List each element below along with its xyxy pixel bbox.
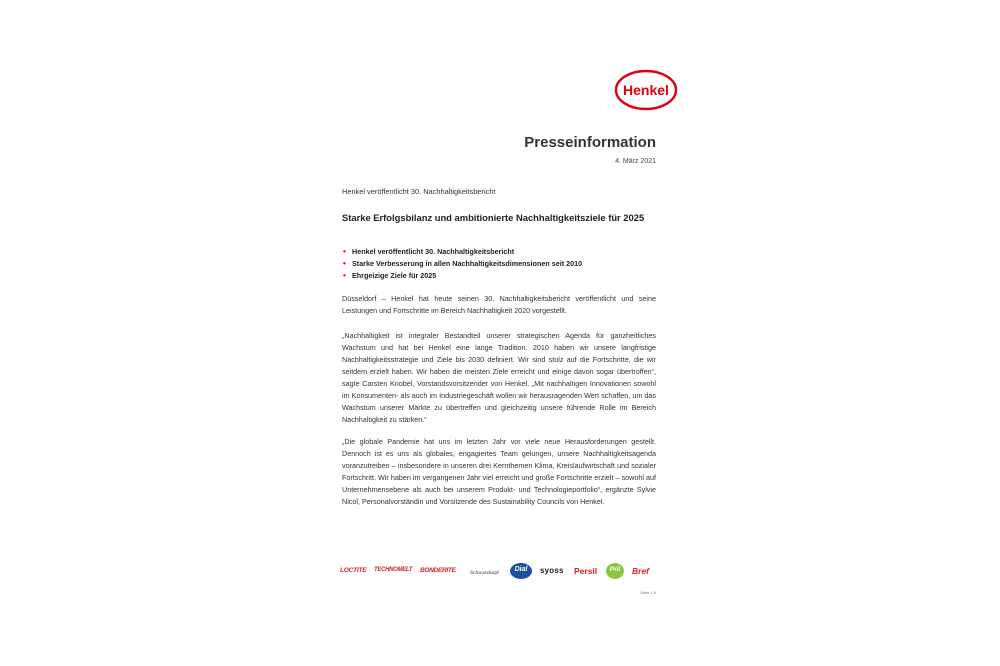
headline: Starke Erfolgsbilanz und ambitionierte Nachhaltigkeitsziele für 2025 xyxy=(342,212,645,223)
syoss-logo: syoss xyxy=(540,566,564,575)
henkel-logo xyxy=(614,68,678,112)
page-title: Presseinformation xyxy=(524,134,656,151)
persil-logo: Persil xyxy=(574,566,598,576)
schwarzkopf-logo: Schwarzkopf xyxy=(470,570,500,576)
key-point-text: Henkel veröffentlicht 30. Nachhaltigkeitsbericht xyxy=(352,247,515,256)
bref-logo: Bref xyxy=(632,566,650,576)
bullet-icon: • xyxy=(343,259,346,268)
body-paragraph: Düsseldorf – Henkel hat heute seinen 30. Nachhaltigkeitsbericht veröffentlicht und seine Leistungen und Fortschritte im Bereich Nachhaltigkeit 2020 vorgestellt. xyxy=(342,294,656,315)
bullet-icon: • xyxy=(343,271,346,280)
key-points-list xyxy=(342,246,582,282)
pril-logo-text: Pril xyxy=(609,566,621,573)
henkel-logo-text: Henkel xyxy=(623,82,669,98)
body-paragraph: „Nachhaltigkeit ist integraler Bestandteil unserer strategischen Agenda für ganzheitliches Wachstum und hat bei Henkel eine lange Tradition. 2010 haben wir unsere langfristige Nachhaltigkeitsstrategie und Ziele bis 2030 definiert. Wir sind stolz auf die Fortschritte, die wir seitdem erzielt haben. Wir haben die meisten Ziele erreicht und einige davon sogar übertroffen“, sagte Carsten Knobel, Vorstandsvorsitzender von Henkel. „Mit nachhaltigen Innovationen sowohl im Konsumenten- als auch im Industriegeschäft wollen wir herausragenden Wert schaffen, um das Wachstum unserer Märkte zu übertreffen und gleichzeitig unsere führende Rolle im Bereich Nachhaltigkeit zu stärken.“ xyxy=(342,331,656,424)
technomelt-logo: TECHNOMELT xyxy=(374,567,413,573)
release-date: 4. März 2021 xyxy=(615,158,656,165)
dial-logo xyxy=(510,563,532,579)
bonderite-logo: BONDERITE xyxy=(420,567,456,574)
page-number: Seite 1/4 xyxy=(640,590,656,595)
kicker: Henkel veröffentlicht 30. Nachhaltigkeitsbericht xyxy=(342,187,496,196)
key-point-text: Ehrgeizige Ziele für 2025 xyxy=(352,271,437,280)
key-point-text: Starke Verbesserung in allen Nachhaltigkeitsdimensionen seit 2010 xyxy=(352,259,583,268)
bullet-icon: • xyxy=(343,247,346,256)
key-point xyxy=(342,246,582,258)
key-point xyxy=(342,270,582,282)
loctite-logo: LOCTITE xyxy=(340,567,367,574)
body-paragraph: „Die globale Pandemie hat uns im letzten Jahr vor viele neue Herausforderungen gestellt. Dennoch ist es uns als globales, engagiertes Team gelungen, unsere Nachhaltigkeitsagenda voranzutreiben – insbesondere in unseren drei Kernthemen Klima, Kreislaufwirtschaft und sozialer Fortschritt. Wir haben im vergangenen Jahr viel erreicht und große Fortschritte erzielt – sowohl auf Unternehmensebene als auch bei unserem Produkt- und Technologieportfolio“, ergänzte Sylvie Nicol, Personalvorständin und Vorsitzende des Sustainability Councils von Henkel. xyxy=(342,437,656,506)
key-point xyxy=(342,258,582,270)
dial-logo-text: Dial xyxy=(514,566,528,573)
pril-logo xyxy=(606,563,624,579)
brand-logo-strip xyxy=(340,563,660,581)
